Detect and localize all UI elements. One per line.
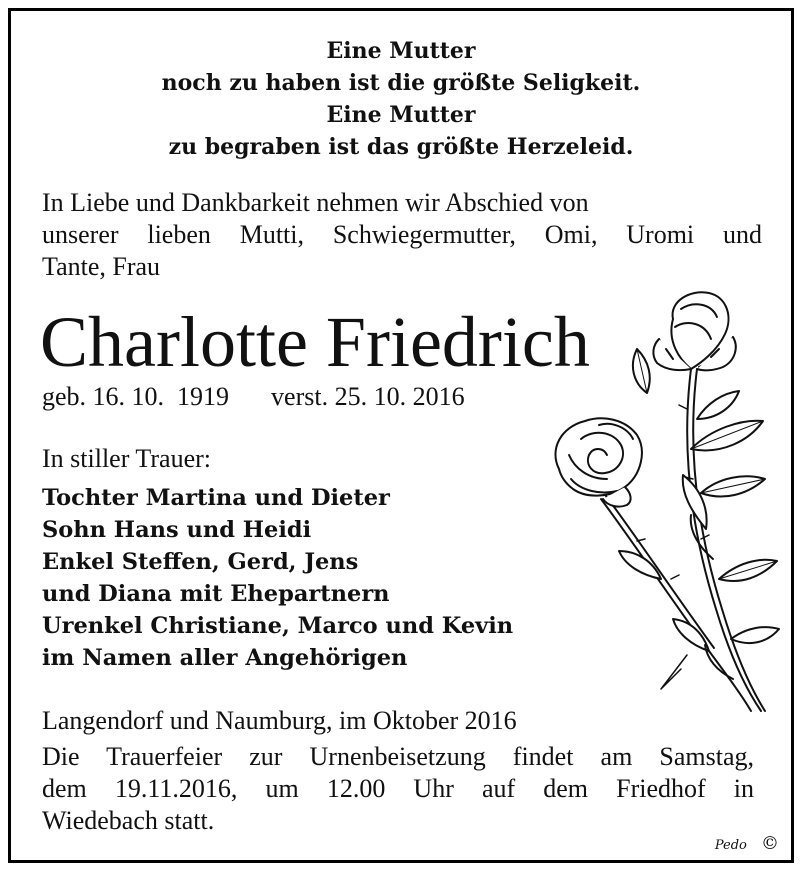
mourners-label: In stiller Trauer: — [42, 444, 211, 473]
intro-line: In Liebe und Dankbarkeit nehmen wir Abschied von — [42, 188, 589, 217]
artist-signature — [715, 833, 779, 854]
intro-line: Tante, Frau — [42, 252, 161, 281]
ceremony-line: Die Trauerfeier zur Urnenbeisetzung findet am Samstag, — [42, 742, 754, 771]
roses-illustration-icon — [541, 279, 791, 719]
mourner-line: Tochter Martina und Dieter — [42, 485, 390, 511]
mourner-line: Urenkel Christiane, Marco und Kevin — [42, 613, 514, 639]
birth-date: geb. 16. 10. 1919 — [42, 382, 230, 411]
motto-verse — [11, 35, 791, 163]
mourner-line: Enkel Steffen, Gerd, Jens — [42, 549, 359, 575]
intro-text — [42, 187, 762, 283]
signature-mark: Pedo — [714, 838, 747, 853]
motto-line: Eine Mutter — [326, 38, 476, 64]
mourners-list — [42, 482, 513, 674]
death-date: verst. 25. 10. 2016 — [271, 382, 465, 411]
motto-line: Eine Mutter — [326, 102, 476, 128]
ceremony-line: Wiedebach statt. — [42, 806, 215, 835]
obituary-notice — [8, 8, 794, 863]
place-and-date: Langendorf und Naumburg, im Oktober 2016 — [42, 706, 517, 735]
intro-line: unserer lieben Mutti, Schwiegermutter, Omi, Uromi und — [42, 220, 762, 249]
life-dates — [42, 381, 465, 413]
ceremony-info — [42, 741, 754, 837]
mourner-line: und Diana mit Ehepartnern — [42, 581, 390, 607]
motto-line: noch zu haben ist die größte Seligkeit. — [161, 70, 641, 96]
mourner-line: Sohn Hans und Heidi — [42, 517, 312, 543]
copyright-symbol: © — [761, 833, 779, 854]
motto-line: zu begraben ist das größte Herzeleid. — [168, 134, 634, 160]
ceremony-line: dem 19.11.2016, um 12.00 Uhr auf dem Friedhof in — [42, 774, 754, 803]
deceased-name: Charlotte Friedrich — [40, 302, 590, 382]
mourner-line: im Namen aller Angehörigen — [42, 645, 408, 671]
